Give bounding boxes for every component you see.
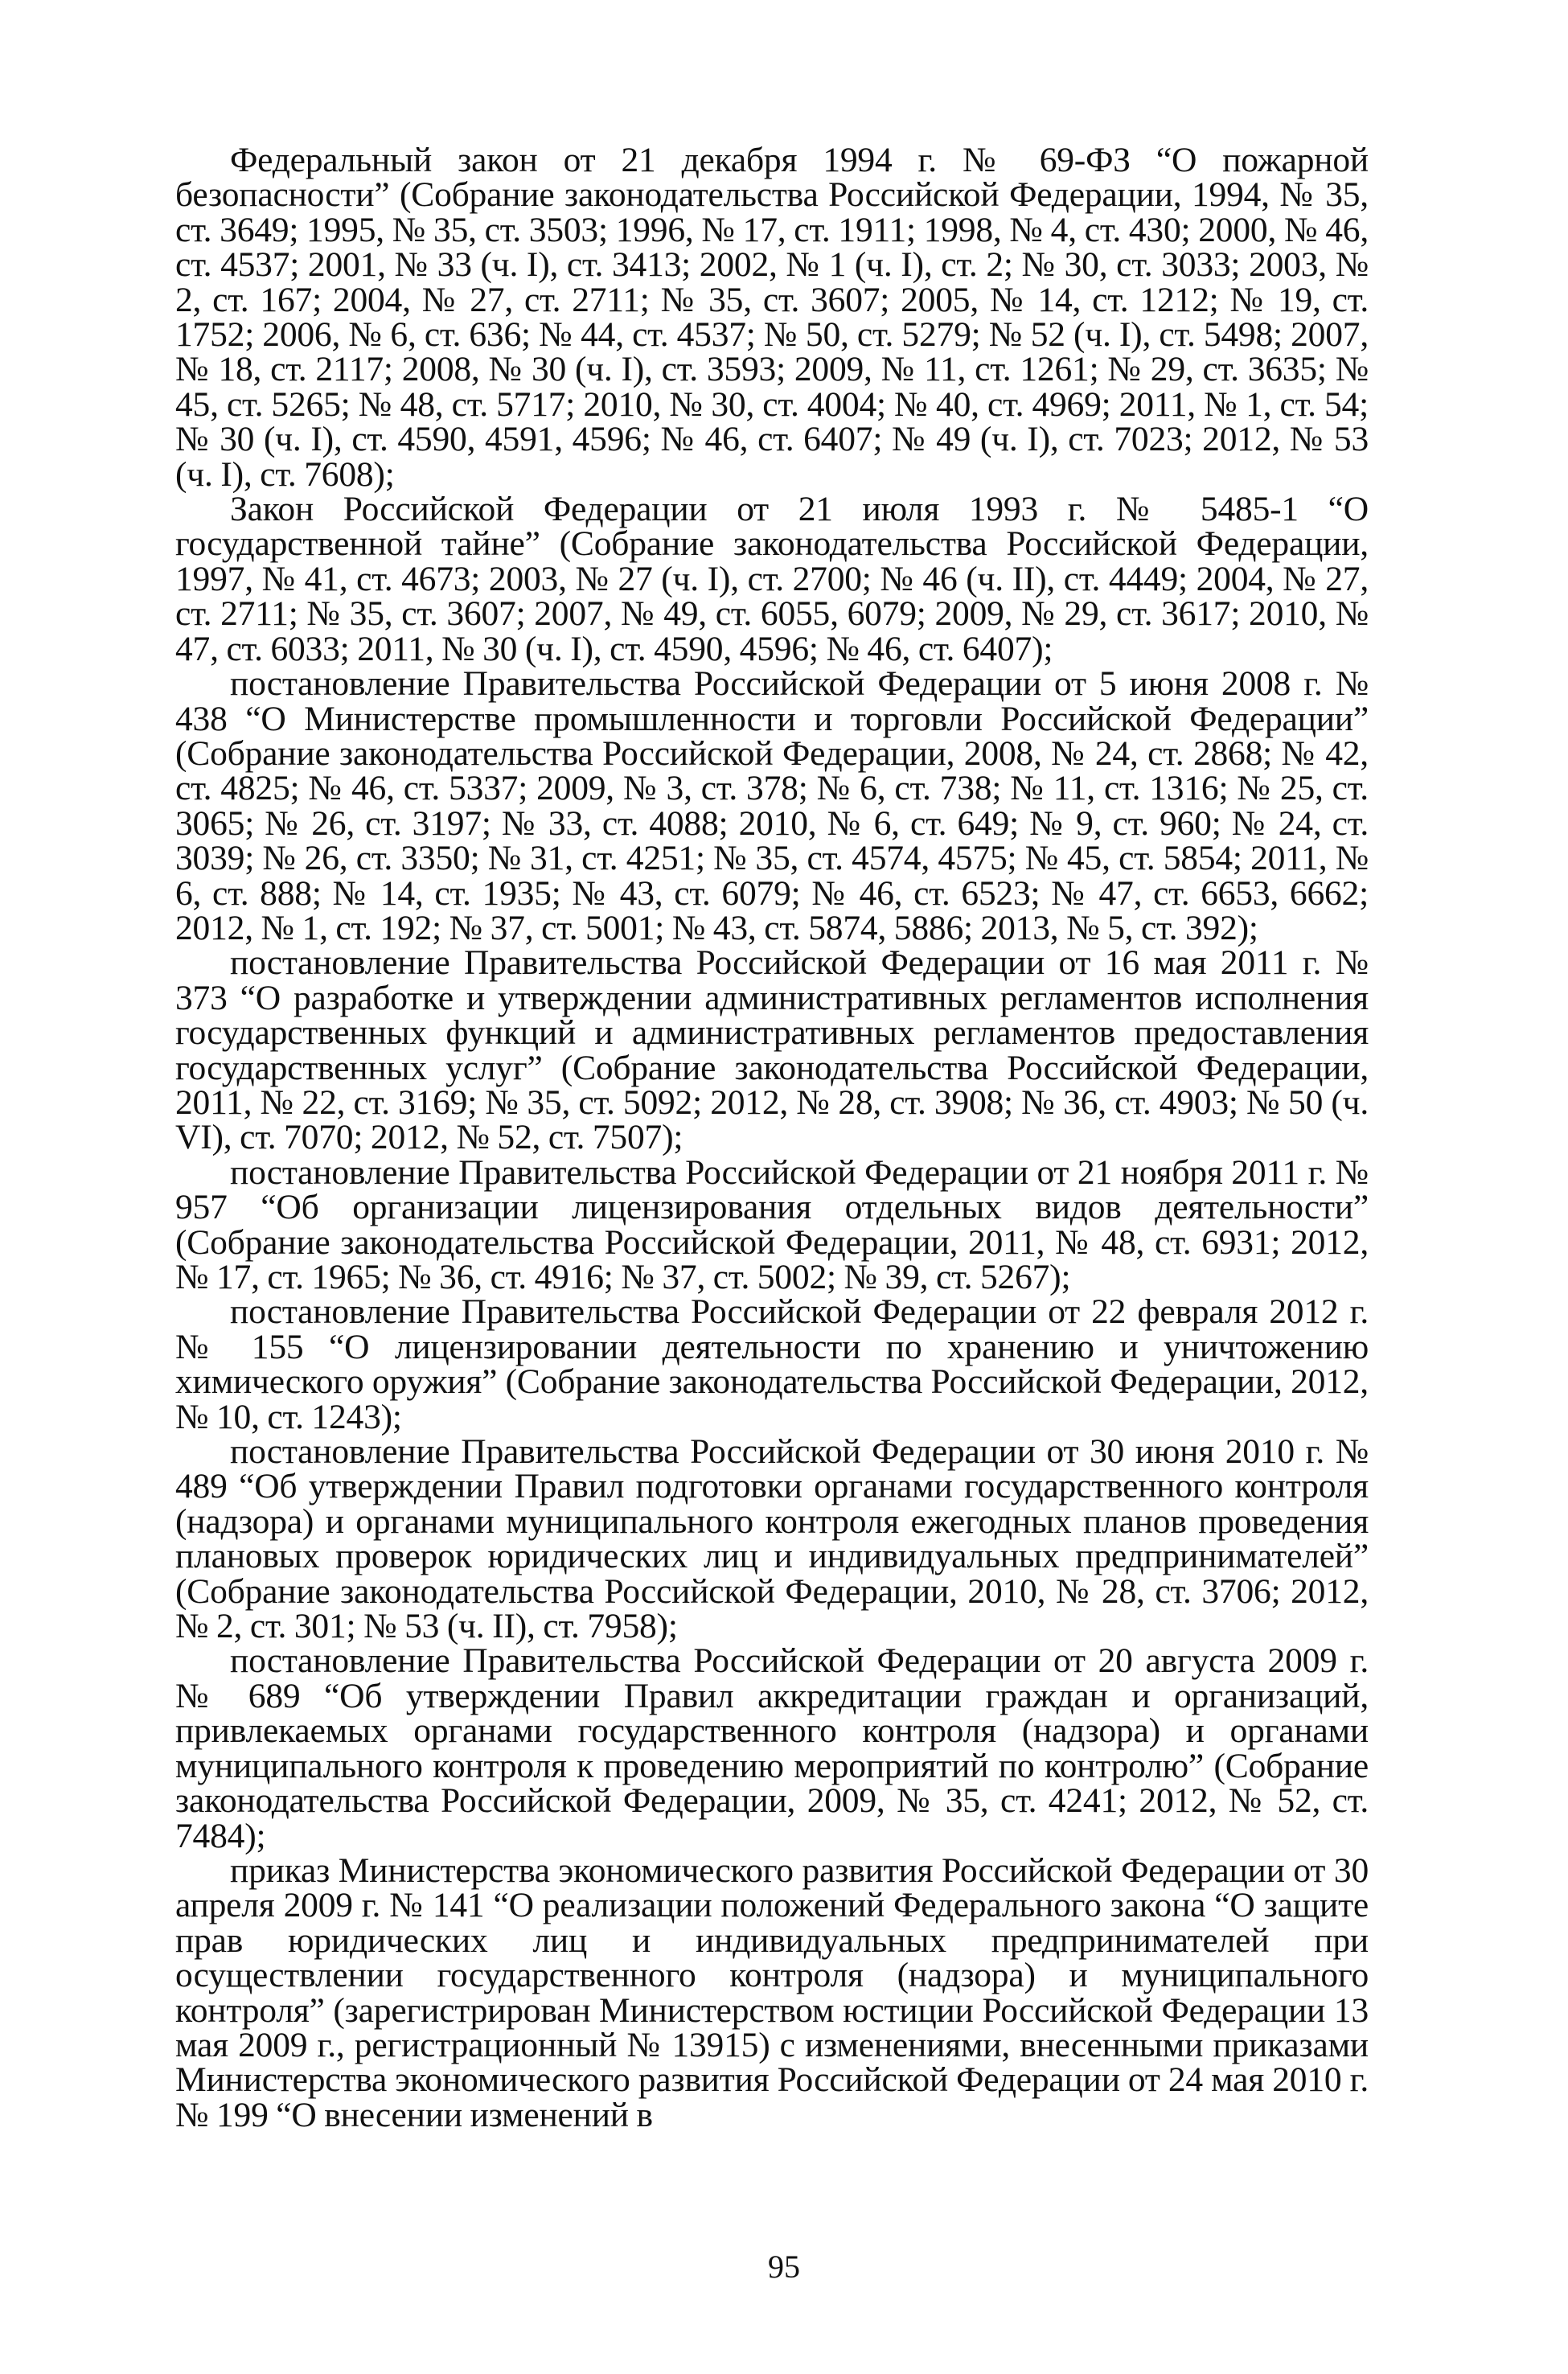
paragraph-resolution-957: постановление Правительства Российской Федерации от 21 ноября 2011 г. № 957 “Об организации лицензирования отдельных видов деятельности” (Собрание законодательства Российской Федерации, 2011, № 48, ст. 6931; 2012, № 17, ст. 1965; № 36, ст. 4916; № 37, ст. 5002; № 39, ст. 5267); xyxy=(175,1152,1369,1296)
paragraph-order-141: приказ Министерства экономического развития Российской Федерации от 30 апреля 2009 г. № 141 “О реализации положений Федерального закона “О защите прав юридических лиц и индивидуальных предпринимателей при осуществлении государственного контроля (надзора) и муниципального контроля” (зарегистрирован Министерством юстиции Российской Федерации 13 мая 2009 г., регистрационный № 13915) с изменениями, внесенными приказами Министерства экономического развития Российской Федерации от 24 мая 2010 г. № 199 “О внесении изменений в xyxy=(175,1850,1369,2134)
paragraph-resolution-438: постановление Правительства Российской Федерации от 5 июня 2008 г. № 438 “О Министерстве промышленности и торговли Российской Федерации” (Собрание законодательства Российской Федерации, 2008, № 24, ст. 2868; № 42, ст. 4825; № 46, ст. 5337; 2009, № 3, ст. 378; № 6, ст. 738; № 11, ст. 1316; № 25, ст. 3065; № 26, ст. 3197; № 33, ст. 4088; 2010, № 6, ст. 649; № 9, ст. 960; № 24, ст. 3039; № 26, ст. 3350; № 31, ст. 4251; № 35, ст. 4574, 4575; № 45, ст. 5854; 2011, № 6, ст. 888; № 14, ст. 1935; № 43, ст. 6079; № 46, ст. 6523; № 47, ст. 6653, 6662; 2012, № 1, ст. 192; № 37, ст. 5001; № 43, ст. 5874, 5886; 2013, № 5, ст. 392); xyxy=(175,664,1369,947)
document-body xyxy=(175,143,1369,2133)
paragraph-resolution-373: постановление Правительства Российской Федерации от 16 мая 2011 г. № 373 “О разработке и утверждении административных регламентов исполнения государственных функций и административных регламентов предоставления государственных услуг” (Собрание законодательства Российской Федерации, 2011, № 22, ст. 3169; № 35, ст. 5092; 2012, № 28, ст. 3908; № 36, ст. 4903; № 50 (ч. VI), ст. 7070; 2012, № 52, ст. 7507); xyxy=(175,943,1369,1157)
paragraph-resolution-155: постановление Правительства Российской Федерации от 22 февраля 2012 г. № 155 “О лицензировании деятельности по хранению и уничтожению химического оружия” (Собрание законодательства Российской Федерации, 2012, № 10, ст. 1243); xyxy=(175,1292,1369,1436)
page-number: 95 xyxy=(768,2249,800,2285)
paragraph-state-secret-law: Закон Российской Федерации от 21 июля 1993 г. № 5485-1 “О государственной тайне” (Собрание законодательства Российской Федерации, 1997, № 41, ст. 4673; 2003, № 27 (ч. I), ст. 2700; № 46 (ч. II), ст. 4449; 2004, № 27, ст. 2711; № 35, ст. 3607; 2007, № 49, ст. 6055, 6079; 2009, № 29, ст. 3617; 2010, № 47, ст. 6033; 2011, № 30 (ч. I), ст. 4590, 4596; № 46, ст. 6407); xyxy=(175,490,1369,668)
paragraph-fire-safety-law: Федеральный закон от 21 декабря 1994 г. № 69-ФЗ “О пожарной безопасности” (Собрание законодательства Российской Федерации, 1994, № 35, ст. 3649; 1995, № 35, ст. 3503; 1996, № 17, ст. 1911; 1998, № 4, ст. 430; 2000, № 46, ст. 4537; 2001, № 33 (ч. I), ст. 3413; 2002, № 1 (ч. I), ст. 2; № 30, ст. 3033; 2003, № 2, ст. 167; 2004, № 27, ст. 2711; № 35, ст. 3607; 2005, № 14, ст. 1212; № 19, ст. 1752; 2006, № 6, ст. 636; № 44, ст. 4537; № 50, ст. 5279; № 52 (ч. I), ст. 5498; 2007, № 18, ст. 2117; 2008, № 30 (ч. I), ст. 3593; 2009, № 11, ст. 1261; № 29, ст. 3635; № 45, ст. 5265; № 48, ст. 5717; 2010, № 30, ст. 4004; № 40, ст. 4969; 2011, № 1, ст. 54; № 30 (ч. I), ст. 4590, 4591, 4596; № 46, ст. 6407; № 49 (ч. I), ст. 7023; 2012, № 53 (ч. I), ст. 7608); xyxy=(175,141,1369,494)
paragraph-resolution-689: постановление Правительства Российской Федерации от 20 августа 2009 г. № 689 “Об утверждении Правил аккредитации граждан и организаций, привлекаемых органами государственного контроля (надзора) и органами муниципального контроля к проведению мероприятий по контролю” (Собрание законодательства Российской Федерации, 2009, № 35, ст. 4241; 2012, № 52, ст. 7484); xyxy=(175,1641,1369,1855)
paragraph-resolution-489: постановление Правительства Российской Федерации от 30 июня 2010 г. № 489 “Об утверждении Правил подготовки органами государственного контроля (надзора) и органами муниципального контроля ежегодных планов проведения плановых проверок юридических лиц и индивидуальных предпринимателей” (Собрание законодательства Российской Федерации, 2010, № 28, ст. 3706; 2012, № 2, ст. 301; № 53 (ч. II), ст. 7958); xyxy=(175,1432,1369,1646)
